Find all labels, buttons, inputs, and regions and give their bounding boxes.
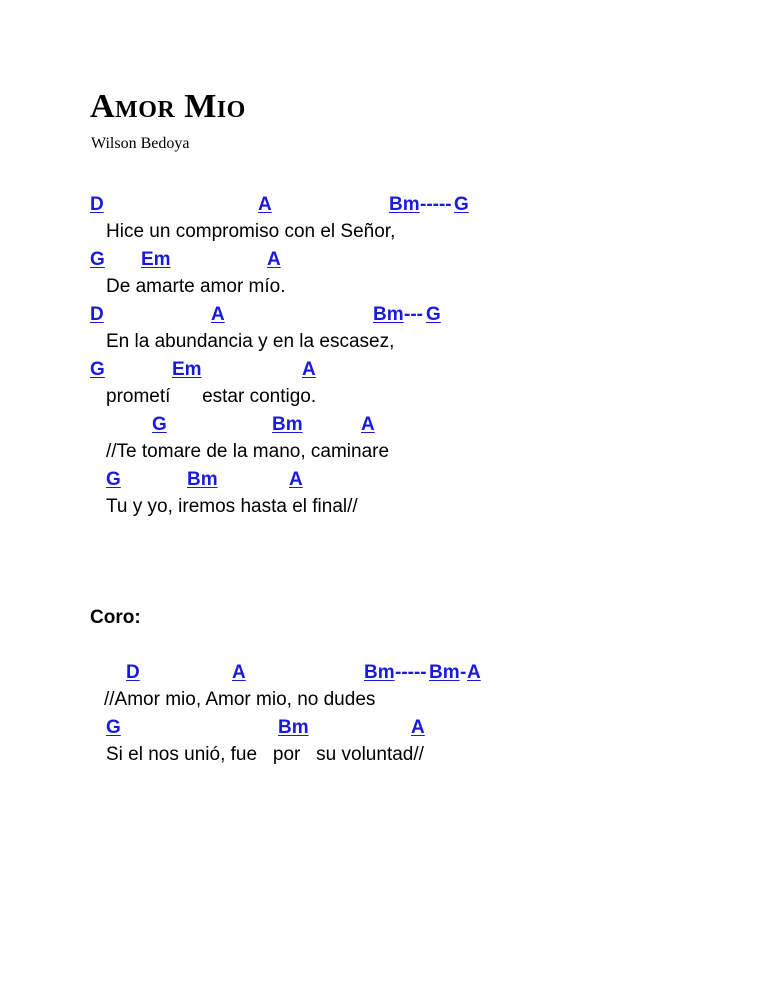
chord-link[interactable]: Bm	[272, 414, 303, 435]
chord-separator: -----	[420, 194, 452, 215]
lyric-text: //Te tomare de la mano, caminare	[106, 441, 390, 462]
chord-link[interactable]: G	[90, 359, 105, 380]
lyric-line	[0, 331, 768, 355]
lyric-line	[0, 386, 768, 410]
lyric-text: //Amor mio, Amor mio, no dudes	[104, 689, 376, 710]
chord-link[interactable]: Bm	[278, 717, 309, 738]
lyric-text: De amarte amor mío.	[106, 276, 286, 297]
chord-link[interactable]: A	[411, 717, 425, 738]
chord-link[interactable]: D	[126, 662, 140, 683]
chord-link[interactable]: Bm	[187, 469, 218, 490]
chord-link[interactable]: D	[90, 194, 104, 215]
chord-line	[0, 249, 768, 273]
chord-link[interactable]: D	[90, 304, 104, 325]
chord-link[interactable]: G	[152, 414, 167, 435]
lyric-text: Hice un compromiso con el Señor,	[106, 221, 396, 242]
chord-link[interactable]: Em	[172, 359, 202, 380]
chord-link[interactable]: Em	[141, 249, 171, 270]
song-title: Amor Mio	[90, 88, 246, 125]
chord-line	[0, 469, 768, 493]
chord-line	[0, 662, 768, 686]
lyric-line	[0, 689, 768, 713]
chord-link[interactable]: G	[106, 717, 121, 738]
chord-separator: -----	[395, 662, 427, 683]
chord-line	[0, 717, 768, 741]
lyric-text: En la abundancia y en la escasez,	[106, 331, 395, 352]
chord-link[interactable]: A	[361, 414, 375, 435]
chord-line	[0, 304, 768, 328]
chord-link[interactable]: Bm	[389, 194, 420, 215]
lyric-line	[0, 276, 768, 300]
chord-link[interactable]: G	[106, 469, 121, 490]
lyric-text: Si el nos unió, fue por su voluntad//	[106, 744, 424, 765]
chord-link[interactable]: A	[232, 662, 246, 683]
lyric-text: prometí estar contigo.	[106, 386, 317, 407]
chord-link[interactable]: A	[258, 194, 272, 215]
chord-link[interactable]: G	[90, 249, 105, 270]
chord-link[interactable]: G	[426, 304, 441, 325]
chord-link[interactable]: G	[454, 194, 469, 215]
lyric-line	[0, 744, 768, 768]
lyric-text: Tu y yo, iremos hasta el final//	[106, 496, 358, 517]
lyric-line	[0, 496, 768, 520]
chord-link[interactable]: A	[467, 662, 481, 683]
chord-link[interactable]: A	[211, 304, 225, 325]
chorus-label: Coro:	[90, 607, 141, 628]
chord-separator: -	[460, 662, 467, 683]
chord-link[interactable]: Bm	[373, 304, 404, 325]
chord-line	[0, 414, 768, 438]
chord-link[interactable]: A	[302, 359, 316, 380]
chord-line	[0, 194, 768, 218]
chord-link[interactable]: A	[289, 469, 303, 490]
song-author: Wilson Bedoya	[91, 135, 190, 152]
lyric-line	[0, 441, 768, 465]
chord-separator: ---	[404, 304, 423, 325]
chord-link[interactable]: Bm	[429, 662, 460, 683]
chord-line	[0, 359, 768, 383]
chord-link[interactable]: A	[267, 249, 281, 270]
chord-link[interactable]: Bm	[364, 662, 395, 683]
lyric-line	[0, 221, 768, 245]
